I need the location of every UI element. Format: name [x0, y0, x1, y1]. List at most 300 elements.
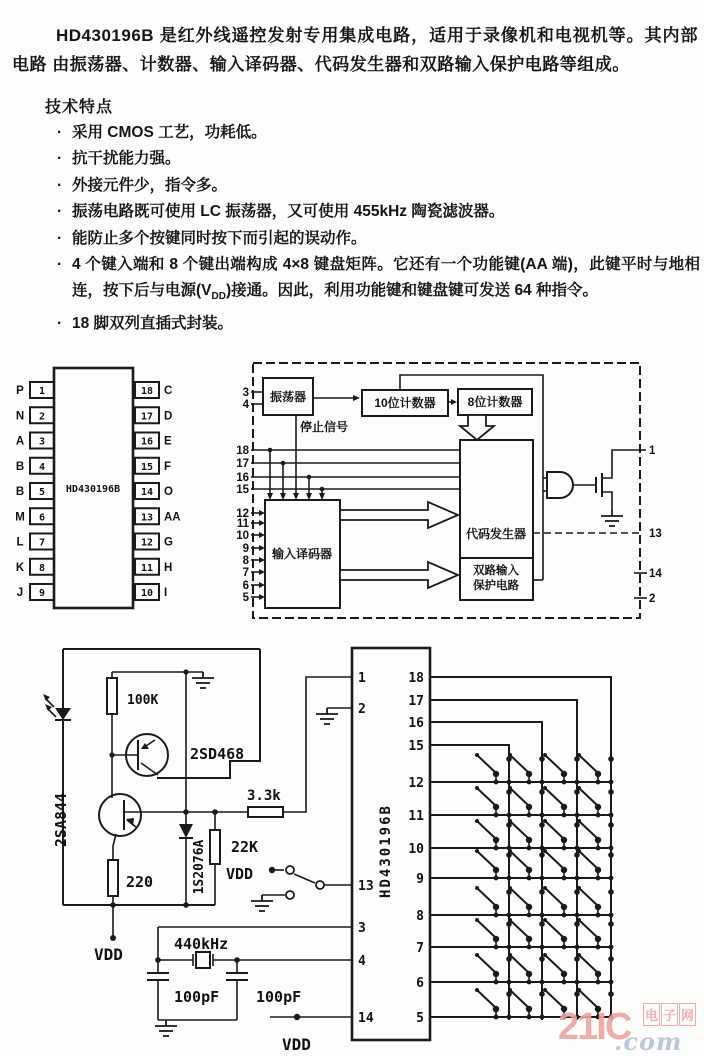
ic-pin-number: 16 — [408, 716, 424, 731]
switch-blade — [510, 788, 529, 806]
switch-dot — [506, 756, 512, 762]
switch-dot — [608, 852, 614, 858]
junction-dot — [575, 980, 580, 985]
junction-dot — [494, 1015, 499, 1020]
junction-dot — [575, 945, 580, 950]
key-switch — [475, 918, 512, 949]
switch-blade — [579, 920, 598, 938]
switch-dot — [608, 991, 614, 997]
and-gate — [547, 472, 573, 498]
ic-pin-number: 3 — [358, 921, 366, 936]
switch-dot — [574, 956, 580, 962]
junction-dot — [562, 780, 567, 785]
hollow-arrow-to-protection — [340, 562, 458, 588]
resistor-22k — [210, 830, 220, 864]
switch-dot — [574, 852, 580, 858]
dip-chip-label: HD430196B — [65, 484, 121, 495]
switch-blade — [477, 955, 496, 973]
feature-text: 4 个键入端和 8 个键出端构成 4×8 键盘矩阵。它还有一个功能键(AA 端)，此键平时与地相连，按下后与电源(V — [72, 256, 700, 300]
junction-dot — [562, 846, 567, 851]
key-switch — [508, 953, 545, 984]
key-switch — [508, 786, 545, 817]
ic-pin-number: 5 — [416, 1011, 424, 1026]
bd-pin-number: 10 — [236, 530, 249, 542]
switch-blade — [294, 874, 315, 883]
vdd-label: VDD — [282, 1035, 311, 1054]
dip-pin-name: E — [164, 435, 172, 448]
feature-item — [57, 199, 700, 225]
junction-dot — [527, 1015, 532, 1020]
junction-dot — [562, 813, 567, 818]
switch-dot — [506, 956, 512, 962]
protection-label-2: 保护电路 — [473, 580, 519, 592]
arrowhead — [353, 395, 360, 401]
bd-pin-number: 12 — [236, 508, 249, 520]
switch-dot — [608, 789, 614, 795]
hollow-arrow-to-code-generator — [340, 502, 458, 528]
junction-dot — [307, 475, 312, 480]
key-switch — [508, 886, 545, 917]
feature-item — [57, 311, 700, 337]
junction-dot — [596, 813, 601, 818]
junction-dot — [596, 876, 601, 881]
dip-pin-number: 4 — [38, 461, 46, 473]
key-switch — [543, 849, 580, 880]
arrowhead — [43, 694, 50, 701]
switch-dot — [608, 921, 614, 927]
bd-pin-number: 18 — [236, 445, 249, 457]
junction-dot — [507, 913, 512, 918]
bd-pin-number: 7 — [242, 567, 249, 579]
junction-dot — [527, 846, 532, 851]
junction-dot — [527, 780, 532, 785]
watermark-tag-char: 网 — [679, 1003, 696, 1026]
switch-blade — [545, 821, 564, 839]
arrowhead — [267, 493, 273, 500]
bd-pin-number: 9 — [242, 543, 249, 555]
bd-pin-number: 1 — [649, 445, 656, 457]
key-switch — [475, 753, 512, 784]
junction-dot — [562, 913, 567, 918]
junction-dot — [494, 913, 499, 918]
dip-pin-name: M — [15, 511, 25, 524]
junction-dot — [575, 813, 580, 818]
switch-contact — [286, 866, 294, 874]
bullet-dot: · — [57, 256, 63, 274]
switch-dot — [543, 786, 547, 790]
switch-blade — [579, 788, 598, 806]
counter10-label: 10位计数器 — [374, 396, 436, 410]
feature-item — [57, 120, 700, 146]
transistor-pnp-label: 2SA844 — [52, 792, 70, 848]
junction-dot — [268, 448, 273, 453]
switch-blade — [510, 821, 529, 839]
switch-dot — [539, 956, 545, 962]
bd-pin-number: 14 — [649, 568, 662, 580]
switch-dot — [539, 756, 545, 762]
junction-dot — [183, 902, 189, 908]
junction-dot — [575, 780, 580, 785]
switch-dot — [543, 819, 547, 823]
dip-pin-number: 12 — [140, 537, 154, 549]
key-switch — [543, 819, 580, 850]
dip-pin-name: A — [15, 435, 25, 448]
key-switch — [475, 988, 512, 1019]
vdd-subscript: DD — [211, 291, 226, 303]
switch-blade — [477, 851, 496, 869]
vdd-label: VDD — [94, 945, 123, 964]
resistor-220-label: 220 — [126, 873, 154, 891]
junction-dot — [507, 1015, 512, 1020]
mosfet-drain-wire — [602, 450, 640, 478]
junction-dot — [609, 780, 614, 785]
junction-dot — [494, 980, 499, 985]
switch-dot — [543, 953, 547, 957]
bd-pin-number: 6 — [242, 580, 249, 592]
switch-dot — [539, 889, 545, 895]
dip-pin-name: F — [164, 460, 172, 473]
capacitor-label: 100pF — [174, 988, 220, 1006]
dip-pin-name: J — [16, 587, 24, 599]
feature-text: 抗干扰能力强。 — [72, 150, 181, 168]
dip-pin-number: 16 — [140, 436, 154, 448]
junction-dot — [575, 876, 580, 881]
switch-dot — [506, 921, 512, 927]
switch-dot — [506, 822, 512, 828]
junction-dot — [540, 945, 545, 950]
switch-blade — [510, 755, 529, 773]
dip-pin-name: B — [15, 460, 25, 473]
feature-item — [57, 226, 700, 252]
switch-dot — [475, 886, 479, 890]
feature-item — [57, 173, 700, 199]
vdd-label: VDD — [226, 865, 254, 883]
key-switch — [475, 886, 512, 917]
watermark-brand: 21IC — [558, 1006, 631, 1048]
diode-1s2076a — [179, 824, 193, 838]
input-decoder-label: 输入译码器 — [271, 547, 333, 561]
junction-dot — [527, 913, 532, 918]
switch-dot — [506, 889, 512, 895]
switch-blade — [545, 920, 564, 938]
switch-dot — [543, 886, 547, 890]
switch-dot — [506, 852, 512, 858]
switch-dot — [475, 819, 479, 823]
junction-dot — [507, 876, 512, 881]
keyboard-matrix — [430, 677, 614, 1020]
dip-pin-name: C — [164, 385, 173, 397]
features-heading: 技术特点 — [45, 99, 114, 116]
switch-blade — [579, 821, 598, 839]
switch-blade — [510, 851, 529, 869]
feature-text: 采用 CMOS 工艺，功耗低。 — [72, 124, 267, 141]
feature-text: )接通。因此，利用功能键和键盘键可发送 64 种指令。 — [225, 282, 598, 300]
junction-dot — [494, 846, 499, 851]
counter8-label: 8位计数器 — [467, 395, 523, 409]
switch-blade — [545, 755, 564, 773]
switch-dot — [608, 956, 614, 962]
dip-pin-name: B — [15, 486, 25, 498]
dip-package — [15, 368, 180, 608]
switch-dot — [608, 822, 614, 828]
capacitor-label: 100pF — [256, 988, 302, 1006]
switch-blade — [477, 821, 496, 839]
ic-pin-number: 1 — [358, 671, 366, 686]
dip-pin-name: O — [164, 486, 173, 498]
switch-dot — [506, 991, 512, 997]
switch-blade — [579, 955, 598, 973]
mosfet-source-wire — [602, 492, 612, 510]
junction-dot — [494, 813, 499, 818]
ic-pin-number: 2 — [358, 702, 366, 717]
switch-dot — [574, 756, 580, 762]
switch-blade — [545, 888, 564, 906]
key-switch — [577, 953, 614, 984]
junction-dot — [609, 876, 614, 881]
dip-pin-name: G — [164, 536, 173, 549]
bd-pin-number: 13 — [649, 528, 662, 540]
junction-dot — [609, 913, 614, 918]
figure-pinout-and-block-diagram — [0, 358, 704, 626]
switch-dot — [475, 953, 479, 957]
bd-pin-number: 2 — [649, 593, 656, 605]
ic-pin-number: 8 — [416, 909, 424, 924]
watermark-tag-char: 子 — [661, 1003, 678, 1026]
figure-application-circuit — [0, 636, 704, 1056]
feature-item-keyboard-matrix — [57, 252, 700, 311]
dip-pin-number: 2 — [38, 411, 46, 423]
bd-pin-number: 5 — [242, 592, 249, 604]
ic-pin-number: 10 — [408, 842, 424, 857]
junction-dot — [540, 876, 545, 881]
matrix-column-wire — [430, 745, 509, 1020]
junction-dot — [507, 813, 512, 818]
dip-pin-number: 9 — [38, 588, 46, 599]
switch-blade — [477, 755, 496, 773]
dip-pin-name: AA — [164, 511, 181, 524]
key-switch — [475, 849, 512, 880]
junction-dot — [281, 461, 286, 466]
bd-pin-number: 17 — [236, 458, 249, 470]
watermark-tag-char: 电 — [643, 1003, 660, 1026]
dip-pin-number: 14 — [140, 487, 154, 498]
junction-dot — [575, 846, 580, 851]
watermark-tag — [642, 1003, 696, 1026]
junction-dot — [507, 846, 512, 851]
wire-to-pin1 — [283, 677, 352, 812]
features-list — [57, 120, 700, 337]
dip-pin-name: P — [16, 385, 24, 397]
switch-dot — [539, 789, 545, 795]
ic-pin-number: 13 — [358, 879, 374, 894]
feature-text: 能防止多个按键同时按下而引起的误动作。 — [72, 229, 367, 247]
ic-pin-number: 9 — [416, 872, 424, 887]
bd-pin-number: 4 — [242, 399, 249, 411]
dip-pin-number: 8 — [38, 562, 46, 574]
key-switch — [577, 918, 614, 949]
key-switch — [543, 786, 580, 817]
junction-dot — [527, 813, 532, 818]
stop-signal-label: 停止信号 — [300, 420, 349, 434]
watermark-suffix: .com — [614, 1027, 683, 1056]
bd-pin-number: 3 — [242, 387, 249, 399]
junction-dot — [562, 980, 567, 985]
dip-pin-name: L — [16, 536, 24, 549]
bullet-dot: · — [57, 124, 63, 141]
switch-dot — [608, 756, 614, 762]
junction-dot — [269, 867, 275, 873]
dip-right-pins — [135, 382, 181, 600]
dip-pin-number: 3 — [38, 436, 46, 448]
ground-symbol — [601, 510, 623, 526]
switch-dot — [574, 921, 580, 927]
bullet-dot: · — [57, 150, 63, 168]
switch-blade — [510, 990, 529, 1008]
key-switch — [577, 819, 614, 850]
switch-dot — [539, 852, 545, 858]
key-switch — [577, 849, 614, 880]
junction-dot — [540, 813, 545, 818]
ic-pin-number: 17 — [408, 694, 424, 709]
oscillator-network — [147, 927, 352, 1036]
key-switch — [475, 819, 512, 850]
key-switch — [508, 849, 545, 880]
hollow-down-arrow — [460, 415, 494, 440]
arrowhead — [319, 493, 325, 500]
arrowhead — [451, 399, 457, 405]
junction-dot — [494, 780, 499, 785]
junction-dot — [609, 980, 614, 985]
bullet-dot: · — [57, 229, 63, 247]
switch-dot — [475, 988, 479, 992]
junction-dot — [540, 980, 545, 985]
dip-pin-number: 5 — [38, 487, 46, 498]
resonator-label: 440kHz — [174, 935, 229, 953]
dip-left-pins — [15, 382, 54, 600]
feature-text: 振荡电路既可使用 LC 振荡器，又可使用 455kHz 陶瓷滤波器。 — [72, 203, 505, 221]
ic-pin-number: 12 — [408, 776, 424, 791]
switch-blade — [477, 990, 496, 1008]
dip-pin-number: 7 — [38, 537, 46, 549]
switch-dot — [475, 918, 479, 922]
switch-blade — [579, 851, 598, 869]
junction-dot — [507, 945, 512, 950]
ground-symbol — [155, 1020, 177, 1036]
resistor-100k-label: 100K — [127, 693, 159, 708]
junction-dot — [527, 980, 532, 985]
switch-blade — [477, 888, 496, 906]
junction-dot — [609, 846, 614, 851]
feature-item — [57, 146, 700, 172]
arrowhead — [280, 493, 286, 500]
transistor-npn-label: 2SD468 — [190, 745, 245, 763]
key-switch — [577, 786, 614, 817]
key-switch — [508, 918, 545, 949]
junction-dot — [494, 945, 499, 950]
junction-dot — [609, 945, 614, 950]
switch-dot — [574, 889, 580, 895]
switch-blade — [545, 788, 564, 806]
switch-dot — [539, 921, 545, 927]
dip-pin-number: 1 — [38, 386, 46, 397]
junction-dot — [110, 935, 116, 941]
arrowhead — [306, 493, 312, 500]
ic-pin-number: 7 — [416, 941, 424, 956]
switch-dot — [539, 991, 545, 997]
ic-pin-number: 4 — [358, 954, 366, 969]
resistor-220 — [108, 860, 118, 896]
circuit-ic-left-pin-numbers — [358, 671, 374, 1026]
oscillator-label: 振荡器 — [269, 390, 307, 404]
switch-dot — [574, 789, 580, 795]
junction-dot — [596, 913, 601, 918]
resistor-33k-label: 3.3k — [247, 788, 281, 804]
junction-dot — [294, 1014, 300, 1020]
ceramic-resonator — [196, 952, 210, 968]
key-switch — [543, 753, 580, 784]
junction-dot — [540, 846, 545, 851]
switch-blade — [477, 788, 496, 806]
ground-symbol — [251, 895, 273, 911]
circuit-ic-label: HD430196B — [378, 804, 394, 898]
switch-blade — [545, 955, 564, 973]
switch-blade — [477, 920, 496, 938]
feature-text: 18 脚双列直插式封装。 — [72, 314, 234, 332]
key-switch — [475, 953, 512, 984]
bullet-dot: · — [57, 176, 63, 194]
key-switch — [543, 886, 580, 917]
switch-contact — [286, 891, 294, 899]
protection-label-1: 双路输入 — [473, 565, 519, 577]
dip-pin-number: 15 — [140, 461, 154, 473]
transistor-pnp — [99, 794, 141, 836]
ic-pin-number: 14 — [358, 1011, 374, 1026]
junction-dot — [540, 913, 545, 918]
key-switch — [508, 988, 545, 1019]
watermark — [558, 1000, 704, 1056]
junction-dot — [562, 945, 567, 950]
switch-blade — [579, 755, 598, 773]
key-switch — [577, 753, 614, 784]
ground-symbol — [192, 672, 214, 688]
switch-dot — [574, 991, 580, 997]
switch-dot — [574, 822, 580, 828]
dip-pin-name: N — [15, 410, 25, 423]
resistor-100k — [107, 678, 117, 714]
dip-pin-name: H — [164, 561, 173, 574]
junction-dot — [562, 876, 567, 881]
switch-blade — [510, 955, 529, 973]
dip-pin-number: 18 — [140, 386, 154, 397]
dip-pin-number: 13 — [140, 512, 154, 524]
bd-pin-number: 15 — [236, 484, 249, 496]
circuit-ic-right-pin-numbers — [408, 671, 424, 1026]
arrowhead — [293, 493, 299, 500]
dip-pin-number: 17 — [140, 411, 154, 423]
junction-dot — [596, 945, 601, 950]
switch-blade — [545, 851, 564, 869]
key-switch — [577, 886, 614, 917]
switch-dot — [539, 822, 545, 828]
junction-dot — [575, 913, 580, 918]
dip-pin-name: D — [164, 410, 173, 423]
junction-dot — [320, 487, 325, 492]
junction-dot — [540, 1015, 545, 1020]
matrix-column-wire — [430, 722, 542, 1020]
bd-pin-number: 16 — [236, 472, 249, 484]
junction-dot — [596, 780, 601, 785]
transistor-emitter — [141, 763, 158, 775]
